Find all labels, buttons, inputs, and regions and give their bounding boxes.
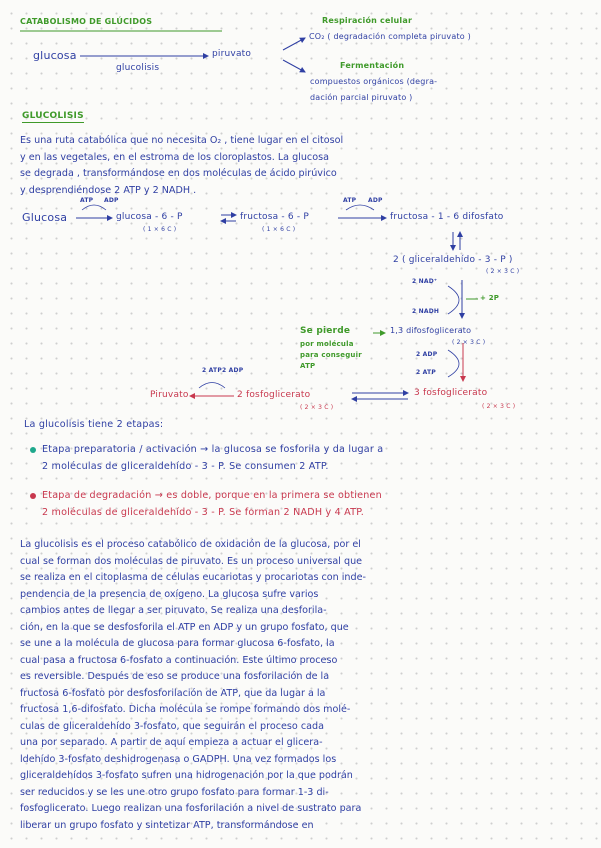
intro-line: y en las vegetales, en el estroma de los cloroplastos. La glucosa (20, 151, 329, 163)
atp1-curve (82, 205, 106, 210)
adp2-label: ADP (368, 197, 383, 204)
adp-b-label: 2 ADP (222, 367, 244, 374)
body-line: liberar un grupo fosfato y sintetizar ATP, transformándose en (20, 819, 314, 831)
g6p-label: glucosa - 6 - P (116, 212, 183, 222)
bullet-icon (30, 447, 36, 453)
bullet-icon (30, 493, 36, 499)
pg3-sub: ( 2 × 3 C ) (482, 403, 516, 410)
adp1-label: ADP (104, 197, 119, 204)
body-line: cual pasa a fructosa 6-fosfato a continuación. Este último proceso (20, 654, 338, 666)
se-pierde-3: para conseguir (300, 351, 362, 359)
intro-line: Es una ruta catabólica que no necesita O₂ , tiene lugar en el citosol (20, 135, 344, 146)
respiracion-text: CO₂ ( degradación completa piruvato ) (309, 32, 471, 41)
intro-line: se degrada , transformándose en dos moléculas de ácido pirúvico (20, 168, 337, 179)
adp-r1-label: 2 ADP (416, 351, 438, 358)
body-line: cual se forman dos moléculas de piruvato. Es un proceso universal que (20, 555, 363, 567)
f16bp-label: fructosa - 1 - 6 difosfato (390, 212, 504, 222)
nadh-label: 2 NADH (412, 308, 440, 315)
atp-b-label: 2 ATP (202, 367, 222, 374)
body-line: se une a la molécula de glucosa para formar glucosa 6-fosfato, la (20, 638, 335, 649)
atp-b-curve (199, 383, 225, 389)
intro-paragraph (20, 133, 585, 199)
f6p-sub: ( 1 × 6 C ) (262, 226, 296, 233)
pg2-label: 2 fosfoglicerato (237, 390, 311, 400)
stage1-line: Etapa preparatoria / activación → la glucosa se fosforila y da lugar a (42, 444, 384, 455)
body-line: fosfoglicerato. Luego realizan una fosforilación a nivel de sustrato para (20, 803, 362, 814)
pg3-label: 3 fosfoglicerato (414, 388, 488, 398)
nad-curve (448, 286, 459, 314)
bpg-label: 1,3 difosfoglicerato (390, 326, 472, 335)
body-line: gliceraldehídos 3-fosfato sufren una hidrogenación por la que podrán (20, 770, 353, 781)
body-line: La glucolisis es el proceso catabólico de oxidación de la glucosa, por el (20, 539, 361, 550)
pi-label: + 2P (480, 294, 500, 302)
body-line: pendencia de la presencia de oxígeno. La glucosa sufre varios (20, 588, 319, 600)
atp2-label: ATP (343, 197, 357, 204)
fermentacion-text-1: compuestos orgánicos (degra- (310, 77, 438, 86)
respiracion-title: Respiración celular (322, 16, 413, 25)
body-line: ser reducidos y se les une otro grupo fosfato para formar 1-3 di- (20, 786, 329, 798)
atp2-curve (346, 205, 374, 210)
pg2-sub: ( 2 × 3 C ) (300, 404, 334, 411)
pathway-glucosa: Glucosa (22, 211, 68, 224)
adp-curve (448, 350, 459, 377)
body-line: se realiza en el citoplasma de células eucariotas y procariotas con inde- (20, 572, 366, 583)
body-paragraph (20, 537, 585, 834)
body-line: ldehído 3-fosfato deshidrogenasa o GADPH. Una vez formados los (20, 753, 337, 765)
stages-heading: La glucolisis tiene 2 etapas: (24, 419, 164, 430)
body-line: ción, en la que se desfosforila el ATP en ADP y un grupo fosfato, que (20, 621, 349, 633)
body-line: fructosa 1,6-difosfato. Dicha molécula se rompe formando dos molé- (20, 704, 351, 715)
fermentacion-text-2: dación parcial piruvato ) (310, 93, 413, 102)
body-line: es reversible. Después de eso se produce una fosforilación de la (20, 671, 330, 682)
g3p-sub: ( 2 × 3 C ) (486, 268, 520, 275)
nad-label: 2 NAD⁺ (412, 278, 438, 285)
atp-r1-label: 2 ATP (416, 369, 436, 376)
pyruvate-label: Piruvato (150, 390, 189, 400)
g6p-sub: ( 1 × 6 C ) (143, 226, 177, 233)
page-title: CATABOLISMO DE GLÚCIDOS (20, 17, 153, 26)
fermentacion-arrow (283, 60, 305, 72)
se-pierde-1: Se pierde (300, 326, 351, 336)
stage2-line: Etapa de degradación → es doble, porque en la primera se obtienen (42, 490, 382, 501)
glucosa-label: glucosa (33, 49, 77, 62)
g3p-label: 2 ( gliceraldehído - 3 - P ) (393, 255, 513, 265)
glucolisis-label: glucolisis (116, 63, 160, 73)
body-line: culas de gliceraldehído 3-fosfato, que seguirán el proceso cada (20, 720, 324, 732)
stage1-line: 2 moléculas de gliceraldehído - 3 - P. Se consumen 2 ATP. (42, 461, 329, 472)
se-pierde-2: por molécula (300, 340, 354, 348)
f6p-label: fructosa - 6 - P (240, 212, 310, 222)
body-line: cambios antes de llegar a ser piruvato. Se realiza una desforila- (20, 605, 327, 616)
section-title: GLUCOLISIS (22, 111, 84, 121)
fermentacion-title: Fermentación (340, 61, 405, 70)
respiracion-arrow (283, 38, 305, 50)
body-line: una por separado. A partir de aquí empieza a actuar el glicera- (20, 737, 323, 748)
se-pierde-4: ATP (300, 362, 316, 370)
body-line: fructosa 6-fosfato por desfosforilación de ATP, que da lugar a la (20, 687, 326, 699)
intro-line: y desprendiéndose 2 ATP y 2 NADH . (20, 184, 197, 196)
piruvato-label: piruvato (212, 49, 252, 59)
stage2-line: 2 moléculas de gliceraldehído - 3 - P. Se forman 2 NADH y 4 ATP. (42, 507, 364, 518)
atp1-label: ATP (80, 197, 94, 204)
bpg-sub: ( 2 × 3 C ) (452, 339, 486, 346)
